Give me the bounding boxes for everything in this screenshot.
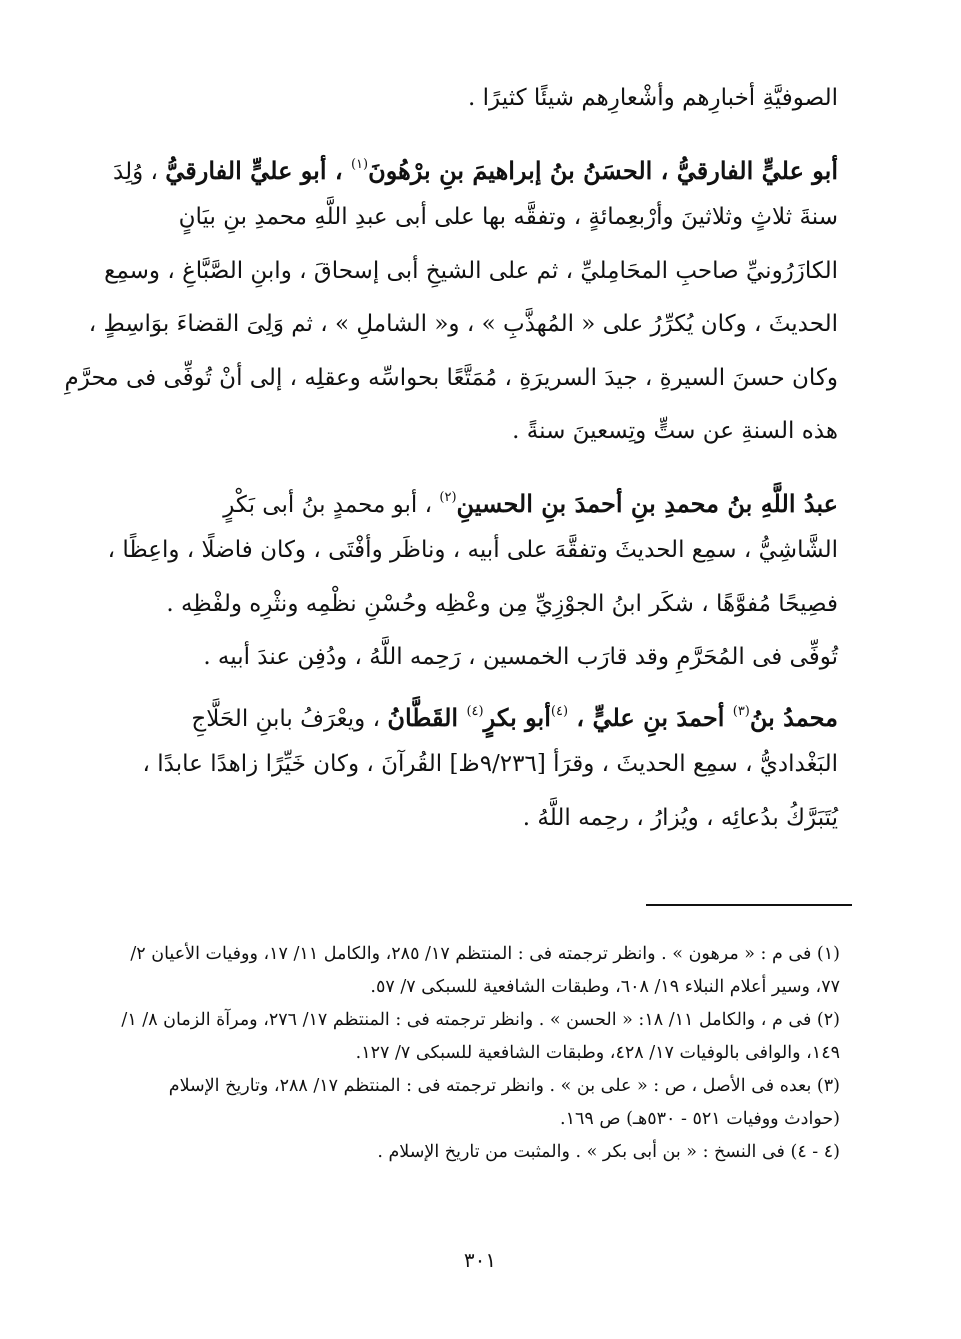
- text-line: [128, 685, 838, 739]
- footnote-ref[interactable]: (٤): [466, 703, 484, 719]
- text-line: الكازَرُونيِّ صاحبِ المحَامِليِّ ، ثم على الشيخِ أبى إسحاقَ ، وابنِ الصَّبَّاغِ ، وسمِع: [104, 257, 838, 284]
- text-line: الحديثَ ، وكان يُكرِّرُ على « المُهذَّبِ » ، و« الشاملِ » ، ثم وَلِىَ القضاءَ بوَاسِطٍ ،: [88, 311, 838, 337]
- entry-name: عبدُ اللَّهِ بنُ محمدِ بنِ أحمدَ بنِ الحسينِ: [456, 488, 838, 518]
- text-line: [113, 138, 838, 192]
- page-number: ٣٠١: [463, 1248, 497, 1272]
- entry-name: محمدُ بنُ: [749, 702, 838, 732]
- text-line: هذه السنةِ عن ستٍّ وتِسعينَ سنةً .: [512, 418, 838, 444]
- footnote-line: ٧٧، وسير أعلام النبلاء ١٩/ ٦٠٨، وطبقات الشافعية للسبكى ٧/ ٥٧.: [370, 977, 840, 997]
- text-line: يُتَبَرَّكُ بدُعائِه ، ويُزارُ ، رحِمه اللَّهُ .: [522, 804, 838, 831]
- text-line: البَغْداديُّ ، سمِع الحديثَ ، وقرَأ [٩/٢٣٦ظ] القُرآنَ ، وكان خَيِّرًا زاهدًا عابدًا ،: [142, 751, 838, 777]
- entry-nisba: القَطَّانُ: [387, 702, 467, 732]
- footnote: [128, 1070, 840, 1136]
- footnote-separator: [646, 904, 852, 906]
- text-line: وكان حسنَ السيرةِ ، جيدَ السريرَةِ ، مُمَتَّعًا بحواسِّه وعقلِه ، إلى أنْ تُوفِّى فى محرَّمِ: [64, 364, 838, 391]
- footnotes: [121, 938, 840, 1169]
- footnote-line: (٣) بعده فى الأصل ، ص : « على بن » . وانظر ترجمته فى : المنتظم ١٧/ ٢٨٨، وتاريخ الإسلام: [168, 1076, 840, 1096]
- footnote-line: (٢) فى م ، والكامل ١١/ ١٨: « الحسن » . وانظر ترجمته فى : المنتظم ١٧/ ٢٧٦، ومرآة الزمان ٨/ ١/: [121, 1010, 840, 1030]
- paragraph: [128, 631, 838, 685]
- text-line: فصِيحًا مُفوَّهًا ، شكَر ابنُ الجوْزِيِّ مِن وعْظِه وحُسْنِ نظْمِه ونثْرِه ولفْظِه .: [166, 590, 838, 617]
- footnote: [128, 1136, 840, 1169]
- footnote-line: (٤ - ٤) فى النسخ : « بن أبى بكر » . والمثبت من تاريخ الإسلام .: [377, 1142, 840, 1162]
- footnote: [121, 1004, 840, 1070]
- footnote-line: (حوادث ووفيات ٥٢١ - ٥٣٠هـ) ص ١٦٩.: [560, 1109, 840, 1129]
- footnote: [128, 938, 840, 1004]
- footnote-ref[interactable]: (٢): [439, 489, 457, 505]
- footnote-ref[interactable]: (٣): [732, 703, 750, 719]
- footnote-line: (١) فى م : « مرهون » . وانظر ترجمته فى : المنتظم ١٧/ ٢٨٥، والكامل ١١/ ١٧، ووفيات الأعيان ٢/: [130, 944, 840, 964]
- entry-kunya: ، أبو عليٍّ الفارقيُّ: [165, 155, 351, 185]
- biography-entry: [64, 138, 838, 459]
- entry-text: ، ويعْرَفُ بابنِ الحَلَّاجِ: [191, 705, 388, 732]
- text-line: الشَّاشِيُّ ، سمِع الحديثَ وتفقَّهَ على أبيه ، وناظَر وأفْتَى ، وكان فاضلًا ، واعِظًا ،: [107, 537, 838, 563]
- entry-name-cont: أحمدَ بنِ عليٍّ ،: [568, 702, 733, 732]
- main-text: [64, 72, 838, 845]
- entry-text: ، أبو محمدٍ بنُ أبى بَكْرٍ: [223, 491, 440, 518]
- text-line: الصوفيَّةِ أخبارِهم وأشْعارِهم شيئًا كثيرًا .: [468, 85, 838, 111]
- entry-text: ، وُلِدَ: [113, 158, 166, 185]
- text-line: سنةَ ثلاثٍ وثلاثينَ وأرْبعِمائةٍ ، وتفقَّه بها على أبى عبدِ اللَّهِ محمدِ بنِ بيَانٍ: [178, 204, 838, 230]
- biography-entry: [128, 685, 838, 846]
- footnote-ref[interactable]: (٤): [550, 703, 569, 719]
- text-line: تُوفِّى فى المُحَرَّمِ وقد قارَب الخمسين ، رَحِمه اللَّهُ ، ودُفِن عندَ أبيه .: [203, 644, 838, 670]
- entry-name: أبو عليٍّ الفارقيُّ ، الحسَنُ بنُ إبراهيمَ بنِ برْهُونَ: [368, 155, 838, 185]
- paragraph-continuation: [128, 72, 838, 126]
- footnote-line: ١٤٩، والوافى بالوفيات ١٧/ ٤٢٨، وطبقات الشافعية للسبكى ٧/ ١٢٧.: [355, 1043, 840, 1063]
- text-line: [128, 471, 838, 525]
- biography-entry: [107, 471, 838, 632]
- entry-kunya: أبو بكرٍ: [483, 702, 551, 732]
- footnote-ref[interactable]: (١): [350, 156, 369, 172]
